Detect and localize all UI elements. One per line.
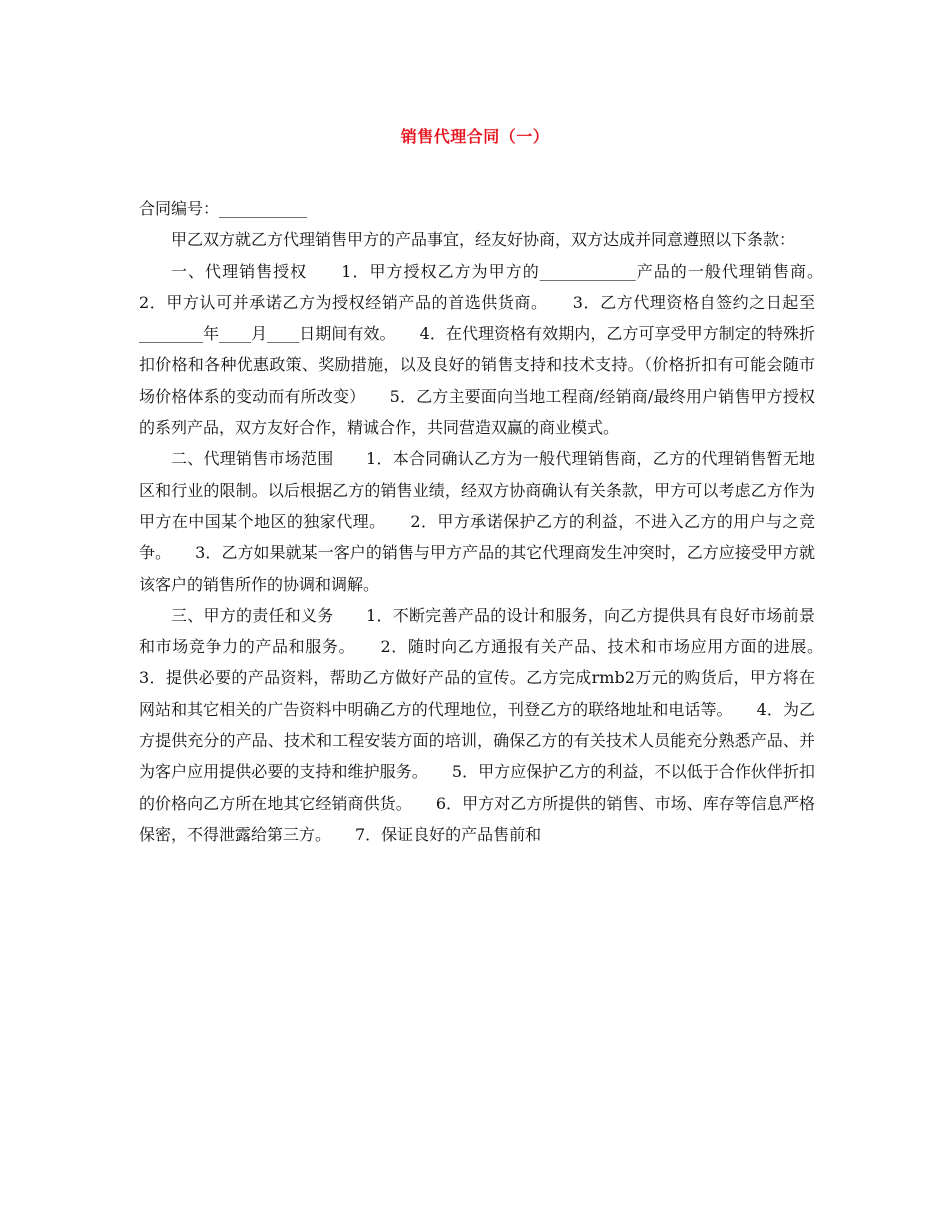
document-body: [139, 193, 848, 850]
section-3-party-a-duties: 三、甲方的责任和义务 1．不断完善产品的设计和服务，向乙方提供具有良好市场前景和市场竞争力的产品和服务。 2．随时向乙方通报有关产品、技术和市场应用方面的进展。 3．提供必要的产品资料，帮助乙方做好产品的宣传。乙方完成rmb2万元的购货后，甲方将在网站和其它相关的广告资料中明确乙方的代理地位，刊登乙方的联络地址和电话等。 4．为乙方提供充分的产品、技术和工程安装方面的培训，确保乙方的有关技术人员能充分熟悉产品、并为客户应用提供必要的支持和维护服务。 5．甲方应保护乙方的利益，不以低于合作伙伴折扣的价格向乙方所在地其它经销商供货。 6．甲方对乙方所提供的销售、市场、库存等信息严格保密，不得泄露给第三方。 7．保证良好的产品售前和: [139, 605, 848, 844]
intro-paragraph: 甲乙双方就乙方代理销售甲方的产品事宜，经友好协商，双方达成并同意遵照以下条款：: [171, 230, 796, 250]
section-2-market-scope: 二、代理销售市场范围 1．本合同确认乙方为一般代理销售商，乙方的代理销售暂无地区和行业的限制。以后根据乙方的销售业绩，经双方协商确认有关条款，甲方可以考虑乙方作为甲方在中国某个地区的独家代理。 2．甲方承诺保护乙方的利益，不进入乙方的用户与之竞争。 3．乙方如果就某一客户的销售与甲方产品的其它代理商发生冲突时，乙方应接受甲方就该客户的销售所作的协调和调解。: [139, 449, 815, 594]
contract-number-line: 合同编号：___________: [139, 199, 308, 218]
section-1-authorization: 一、代理销售授权 1．甲方授权乙方为甲方的____________产品的一般代理销售商。 2．甲方认可并承诺乙方为授权经销产品的首选供货商。 3．乙方代理资格自签约之日起至________年____月____日期间有效。 4．在代理资格有效期内，乙方可享受甲方制定的特殊折扣价格和各种优惠政策、奖励措施，以及良好的销售支持和技术支持。（价格折扣有可能会随市场价格体系的变动而有所改变） 5．乙方主要面向当地工程商/经销商/最终用户销售甲方授权的系列产品，双方友好合作，精诚合作，共同营造双赢的商业模式。: [139, 261, 848, 438]
document-title: 销售代理合同（一）: [400, 127, 550, 146]
